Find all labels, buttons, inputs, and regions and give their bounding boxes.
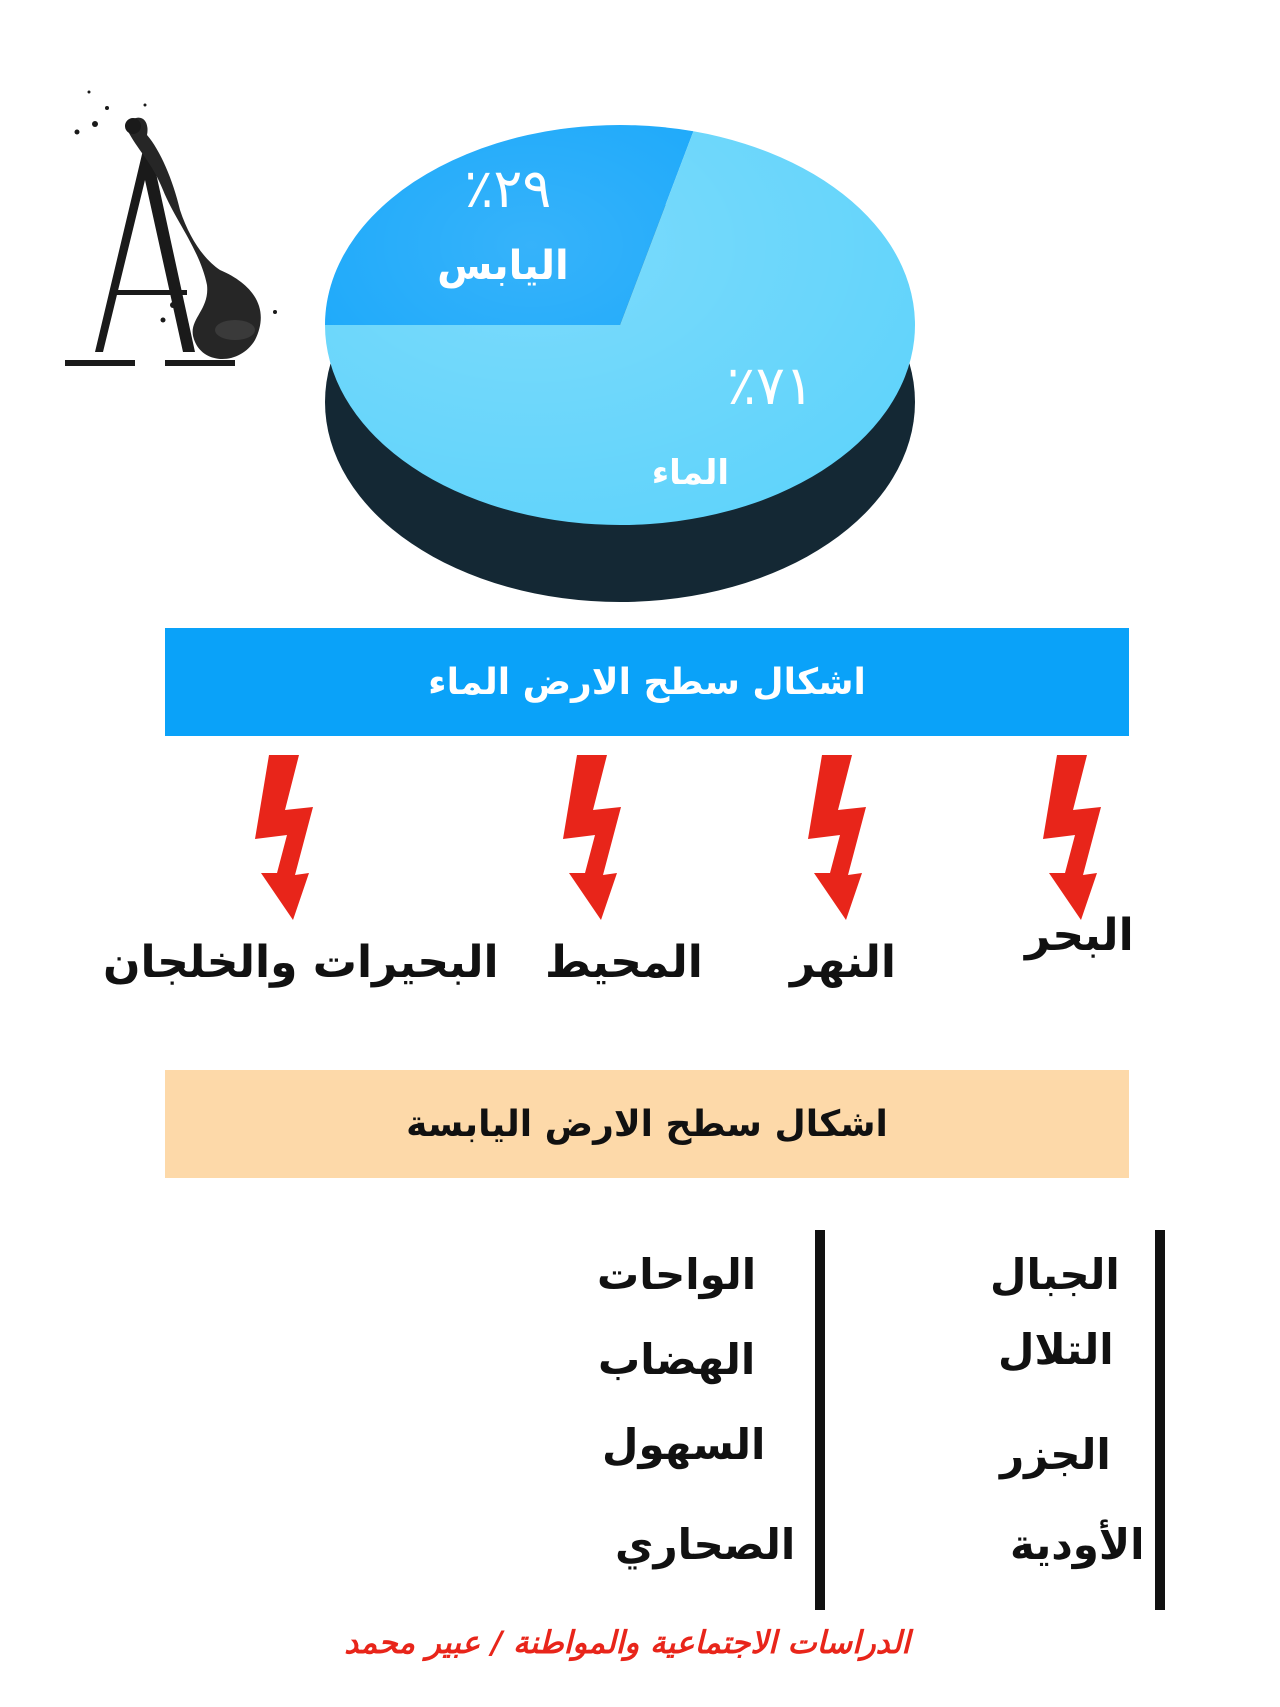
land-item-mountains: الجبال — [990, 1250, 1120, 1299]
footer-credit: الدراسات الاجتماعية والمواطنة / عبير محمد — [344, 1625, 910, 1661]
pie-label-water-percent: ٧١٪ — [726, 354, 814, 417]
land-item-deserts: الصحاري — [615, 1520, 796, 1569]
pie-label-land-name: اليابس — [437, 243, 569, 289]
lightning-arrow-icon — [247, 755, 337, 920]
water-forms-banner — [165, 628, 1129, 736]
divider-bar — [1155, 1230, 1165, 1610]
land-item-islands: الجزر — [1000, 1430, 1111, 1479]
land-item-hills: التلال — [998, 1325, 1114, 1374]
land-forms-title: اشكال سطح الارض اليابسة — [406, 1103, 888, 1145]
pie-label-land-percent: ٢٩٪ — [464, 157, 552, 220]
pie-highlight — [325, 125, 915, 525]
lightning-arrow-icon — [555, 755, 645, 920]
land-item-plateaus: الهضاب — [598, 1335, 756, 1384]
divider-bar — [815, 1230, 825, 1610]
water-forms-title: اشكال سطح الارض الماء — [428, 661, 866, 703]
ink-splash-letter-a-icon — [55, 80, 300, 380]
pie-label-water-name: الماء — [651, 453, 730, 493]
water-item-river: النهر — [790, 937, 896, 988]
land-item-valleys: الأودية — [1010, 1520, 1145, 1569]
water-item-lakes-gulfs: البحيرات والخلجان — [103, 937, 499, 988]
land-forms-banner — [165, 1070, 1129, 1178]
land-item-plains: السهول — [602, 1420, 766, 1469]
lightning-arrow-icon — [800, 755, 890, 920]
pie-chart — [300, 80, 940, 620]
lightning-arrow-icon — [1035, 755, 1125, 920]
water-item-ocean: المحيط — [545, 937, 703, 988]
water-item-sea: البحر — [1025, 910, 1134, 961]
land-item-oases: الواحات — [597, 1250, 757, 1299]
